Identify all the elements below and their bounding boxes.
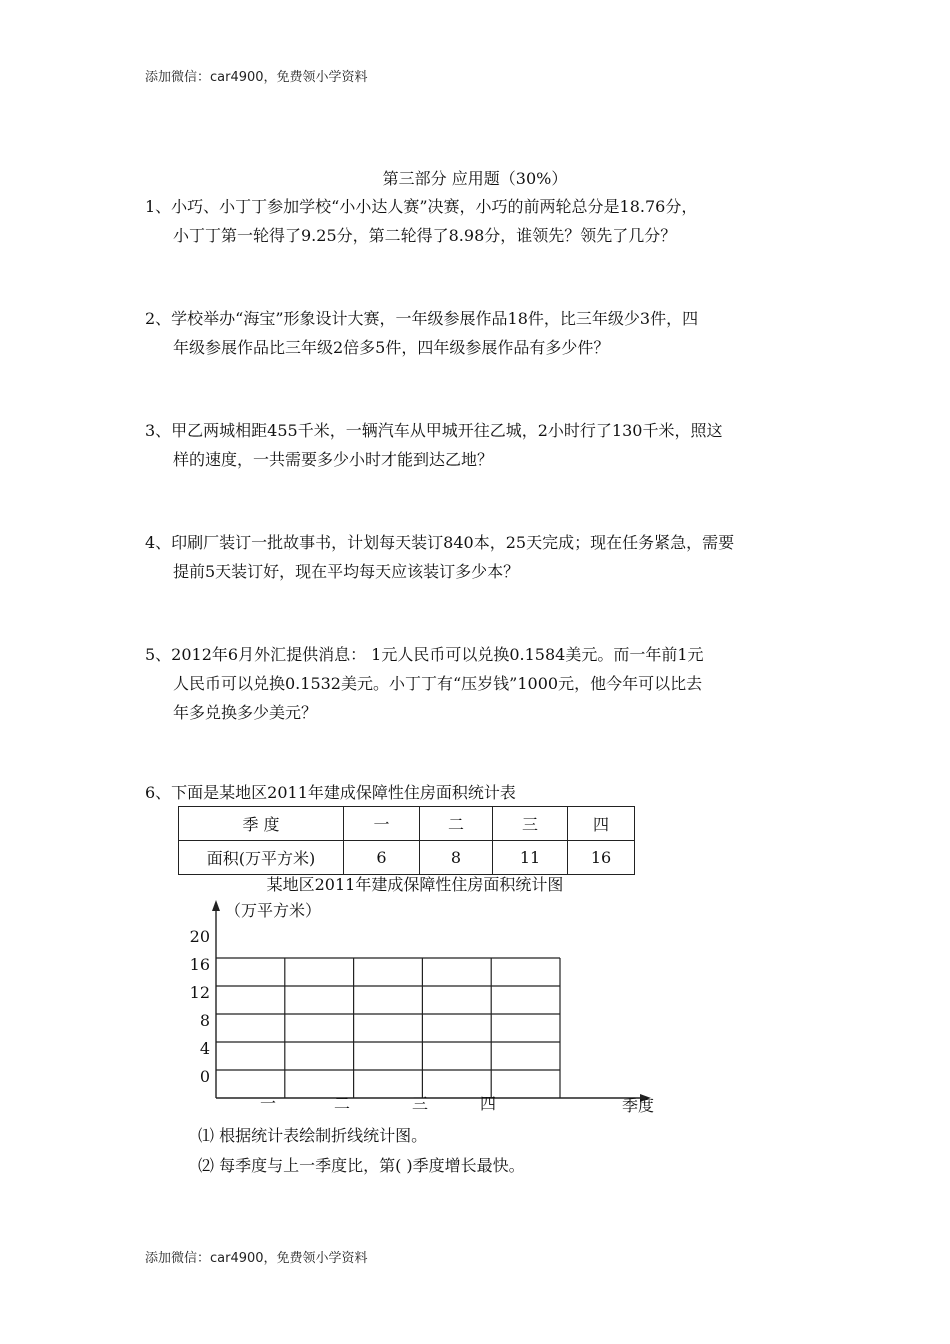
y-tick-label: 16 xyxy=(189,955,210,974)
question-line: 年级参展作品比三年级2倍多5件，四年级参展作品有多少件？ xyxy=(173,338,610,357)
question-line: 4、印刷厂装订一批故事书，计划每天装订840本，25天完成；现在任务紧急，需要 xyxy=(145,533,735,552)
x-tick-label: 四 xyxy=(479,1094,497,1113)
x-tick-label: 三 xyxy=(411,1094,429,1113)
table-cell: 8 xyxy=(420,841,493,875)
table-cell: 11 xyxy=(493,841,568,875)
x-axis-label: 季度 xyxy=(622,1096,655,1115)
question-4 xyxy=(145,528,810,586)
question-6-intro xyxy=(145,778,810,807)
x-tick-label: 二 xyxy=(333,1094,351,1113)
table-cell: 季 度 xyxy=(179,807,344,841)
footer-note: 添加微信：car4900，免费领小学资料 xyxy=(145,1251,368,1266)
section-title: 第三部分 应用题（30%） xyxy=(382,169,568,188)
statistics-table xyxy=(178,806,635,875)
question-line: 年多兑换多少美元？ xyxy=(173,703,318,722)
chart-title: 某地区2011年建成保障性住房面积统计图 xyxy=(266,875,564,894)
table-cell: 四 xyxy=(568,807,635,841)
header-note: 添加微信：car4900，免费领小学资料 xyxy=(145,70,368,85)
table-cell: 三 xyxy=(493,807,568,841)
line-chart-grid xyxy=(170,895,670,1120)
table-cell: 6 xyxy=(344,841,420,875)
table-cell: 16 xyxy=(568,841,635,875)
table-cell: 一 xyxy=(344,807,420,841)
question-line: 1、小巧、小丁丁参加学校“小小达人赛”决赛，小巧的前两轮总分是18.76分， xyxy=(145,197,698,216)
y-tick-label: 8 xyxy=(199,1011,210,1030)
y-tick-label: 0 xyxy=(199,1067,210,1086)
table-cell: 二 xyxy=(420,807,493,841)
sub-question-2: ⑵ 每季度与上一季度比，第( )季度增长最快。 xyxy=(198,1156,525,1175)
x-tick-label: 一 xyxy=(259,1094,277,1113)
question-2 xyxy=(145,304,810,362)
question-line: 人民币可以兑换0.1532美元。小丁丁有“压岁钱”1000元，他今年可以比去 xyxy=(173,674,703,693)
question-line: 3、甲乙两城相距455千米，一辆汽车从甲城开往乙城，2小时行了130千米，照这 xyxy=(145,421,723,440)
y-tick-label: 20 xyxy=(189,927,210,946)
question-3 xyxy=(145,416,810,474)
question-line: 2、学校举办“海宝”形象设计大赛，一年级参展作品18件，比三年级少3件，四 xyxy=(145,309,699,328)
question-line: 6、下面是某地区2011年建成保障性住房面积统计表 xyxy=(145,783,516,802)
question-1 xyxy=(145,192,810,250)
y-tick-label: 12 xyxy=(189,983,210,1002)
y-axis-label: （万平方米） xyxy=(225,901,322,920)
question-line: 样的速度，一共需要多少小时才能到达乙地？ xyxy=(173,450,494,469)
question-line: 提前5天装订好，现在平均每天应该装订多少本？ xyxy=(173,562,520,581)
table-row xyxy=(179,841,635,875)
question-line: 5、2012年6月外汇提供消息： 1元人民币可以兑换0.1584美元。而一年前1元 xyxy=(145,645,704,664)
y-axis-arrow-icon xyxy=(212,900,220,911)
y-tick-label: 4 xyxy=(199,1039,210,1058)
question-5 xyxy=(145,640,810,727)
table-cell: 面积(万平方米) xyxy=(179,841,344,875)
sub-question-1: ⑴ 根据统计表绘制折线统计图。 xyxy=(198,1126,428,1145)
question-line: 小丁丁第一轮得了9.25分，第二轮得了8.98分，谁领先？领先了几分？ xyxy=(173,226,677,245)
table-row xyxy=(179,807,635,841)
